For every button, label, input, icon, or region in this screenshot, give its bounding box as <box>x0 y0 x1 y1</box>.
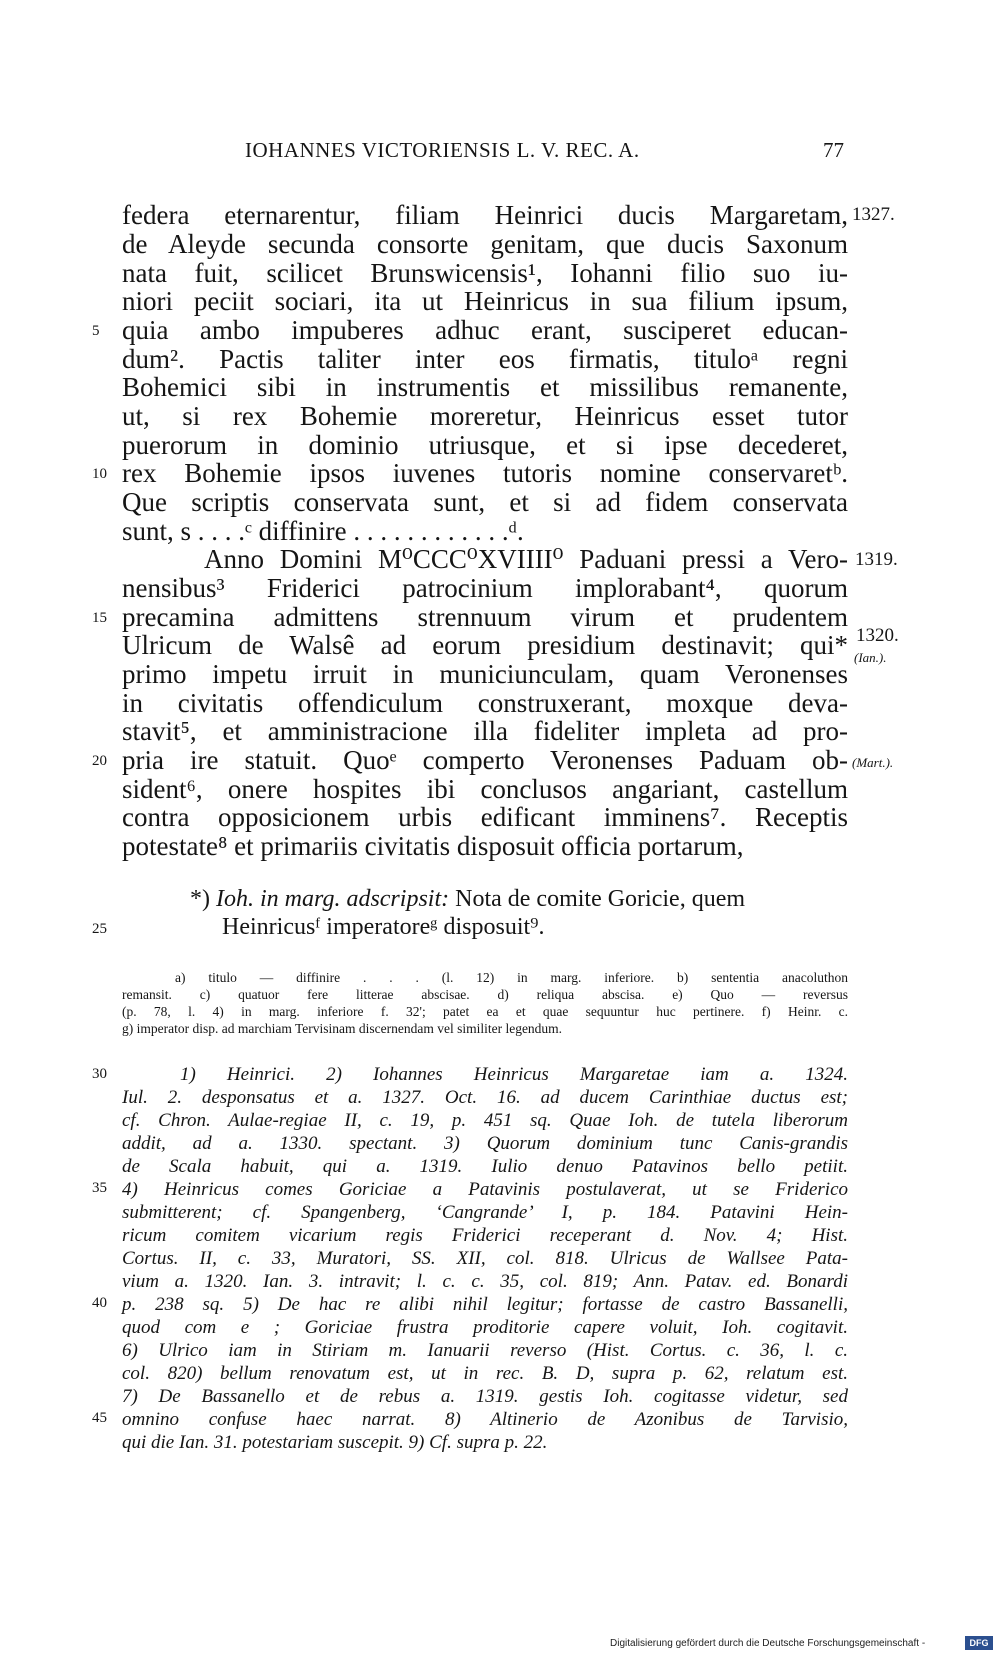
text-line: precamina admittens strennuum virum et prudentem <box>122 602 848 632</box>
note-line: quod com e ; Goriciae frustra proditorie capere voluit, Ioh. cogitavit. <box>122 1317 848 1338</box>
note-line: submitterent; cf. Spangenberg, ‘Cangrande’ I, p. 184. Patavini Hein- <box>122 1202 848 1223</box>
star-note-text: Nota de comite Goricie, quem <box>455 886 746 912</box>
line-number: 5 <box>92 323 100 339</box>
star-marker: *) <box>190 886 210 912</box>
text-line: Bohemici sibi in instrumentis et missilibus remanente, <box>122 372 848 402</box>
margin-date: 1327. <box>852 204 895 225</box>
apparatus-line: remansit. c) quatuor fere litterae abscisae. d) reliqua abscisa. e) Quo — reversus <box>122 987 848 1002</box>
note-line: ricum comitem vicarium regis Friderici receperant d. Nov. 4; Hist. <box>122 1225 848 1246</box>
text-line: puerorum in dominio utriusque, et si ipse decederet, <box>122 430 848 460</box>
note-line: qui die Ian. 31. potestariam suscepit. 9) Cf. supra p. 22. <box>122 1432 548 1453</box>
apparatus-line: g) imperator disp. ad marchiam Tervisinam discernendam vel similiter legendum. <box>122 1021 563 1036</box>
star-note-lead: Ioh. in marg. adscripsit: <box>216 886 450 912</box>
text-line: nensibus³ Friderici patrocinium implorabant⁴, quorum <box>122 573 848 603</box>
line-number: 20 <box>92 753 107 769</box>
star-note-line: Heinricusᶠ imperatoreᵍ disposuit⁹. <box>222 914 545 940</box>
text-line: Que scriptis conservata sunt, et si ad fidem conservata <box>122 487 848 517</box>
note-line: Cortus. II, c. 33, Muratori, SS. XII, col. 818. Ulricus de Wallsee Pata- <box>122 1248 848 1269</box>
digitization-credit: Digitalisierung gefördert durch die Deutsche Forschungsgemeinschaft - <box>610 1638 926 1649</box>
note-line: Iul. 2. desponsatus et a. 1327. Oct. 16. ad ducem Carinthiae ductus est; <box>122 1087 848 1108</box>
text-line: primo impetu irruit in municiunculam, quam Veronenses <box>122 659 848 689</box>
note-line: 7) De Bassanello et de rebus a. 1319. gestis Ioh. cogitasse videtur, sed <box>122 1386 848 1407</box>
text-line: sident⁶, onere hospites ibi conclusos angariant, castellum <box>122 774 848 804</box>
dfg-logo: DFG <box>965 1636 993 1650</box>
margin-date: 1319. <box>855 549 898 570</box>
text-line: quia ambo impuberes adhuc erant, susciperet educan- <box>122 315 848 345</box>
note-line: 4) Heinricus comes Goriciae a Patavinis postulaverat, ut se Friderico <box>122 1179 848 1200</box>
apparatus-line: a) titulo — diffinire . . . (l. 12) in marg. inferiore. b) sententia anacoluthon <box>175 970 848 985</box>
text-line: contra opposicionem urbis edificant imminens⁷. Receptis <box>122 802 848 832</box>
text-line: federa eternarentur, filiam Heinrici ducis Margaretam, <box>122 200 848 230</box>
running-title: IOHANNES VICTORIENSIS L. V. REC. A. <box>245 138 640 162</box>
text-line: de Aleyde secunda consorte genitam, que ducis Saxonum <box>122 229 848 259</box>
line-number: 45 <box>92 1410 107 1426</box>
line-number: 10 <box>92 466 107 482</box>
note-line: p. 238 sq. 5) De hac re alibi nihil legitur; fortasse de castro Bassanelli, <box>122 1294 848 1315</box>
text-line: dum². Pactis taliter inter eos firmatis, tituloᵃ regni <box>122 344 848 374</box>
margin-date: (Mart.). <box>852 755 894 770</box>
note-line: de Scala habuit, qui a. 1319. Iulio denuo Patavinos bello petiit. <box>122 1156 848 1177</box>
text-line: sunt, s . . . .ᶜ diffinire . . . . . . . . . . . .ᵈ. <box>122 516 524 546</box>
note-line: 1) Heinrici. 2) Iohannes Heinricus Margaretae iam a. 1324. <box>180 1064 848 1085</box>
text-line: potestate⁸ et primariis civitatis disposuit officia portarum, <box>122 831 744 861</box>
note-line: cf. Chron. Aulae-regiae II, c. 19, p. 451 sq. Quae Ioh. de tutela liberorum <box>122 1110 848 1131</box>
text-line: niori peciit sociari, ita ut Heinricus in sua filium ipsum, <box>122 286 848 316</box>
note-line: omnino confuse haec narrat. 8) Altinerio de Azonibus de Tarvisio, <box>122 1409 848 1430</box>
note-line: 6) Ulrico iam in Stiriam m. Ianuarii reverso (Hist. Cortus. c. 36, l. c. <box>122 1340 848 1361</box>
line-number: 25 <box>92 921 107 937</box>
line-number: 35 <box>92 1180 107 1196</box>
apparatus-line: (p. 78, l. 4) in marg. inferiore f. 32'; patet ea et quae sequuntur huc pertinere. f) Heinr. c. <box>122 1004 848 1019</box>
margin-date: (Ian.). <box>854 650 887 665</box>
text-line: nata fuit, scilicet Brunswicensis¹, Iohanni filio suo iu- <box>122 258 848 288</box>
text-line: Anno Domini M⁰CCC⁰XVIIII⁰ Paduani pressi a Vero- <box>204 544 848 574</box>
text-line: pria ire statuit. Quoᵉ comperto Veronenses Paduam ob- <box>122 745 848 775</box>
line-number: 30 <box>92 1066 107 1082</box>
note-line: vium a. 1320. Ian. 3. intravit; l. c. c. 35, col. 819; Ann. Patav. ed. Bonardi <box>122 1271 848 1292</box>
text-line: ut, si rex Bohemie moreretur, Heinricus esset tutor <box>122 401 848 431</box>
margin-date: 1320. <box>856 625 899 646</box>
text-line: Ulricum de Walsê ad eorum presidium destinavit; qui* <box>122 630 848 660</box>
text-line: in civitatis offendiculum construxerant, moxque deva- <box>122 688 848 718</box>
text-line: rex Bohemie ipsos iuvenes tutoris nomine conservaretᵇ. <box>122 458 848 488</box>
text-line: stavit⁵, et amministracione illa fideliter impleta ad pro- <box>122 716 848 746</box>
star-note-line <box>190 886 850 913</box>
page-number: 77 <box>823 138 844 162</box>
line-number: 40 <box>92 1295 107 1311</box>
note-line: addit, ad a. 1330. spectant. 3) Quorum dominium tunc Canis-grandis <box>122 1133 848 1154</box>
line-number: 15 <box>92 610 107 626</box>
note-line: col. 820) bellum renovatum est, ut in rec. B. D, supra p. 62, relatum est. <box>122 1363 848 1384</box>
